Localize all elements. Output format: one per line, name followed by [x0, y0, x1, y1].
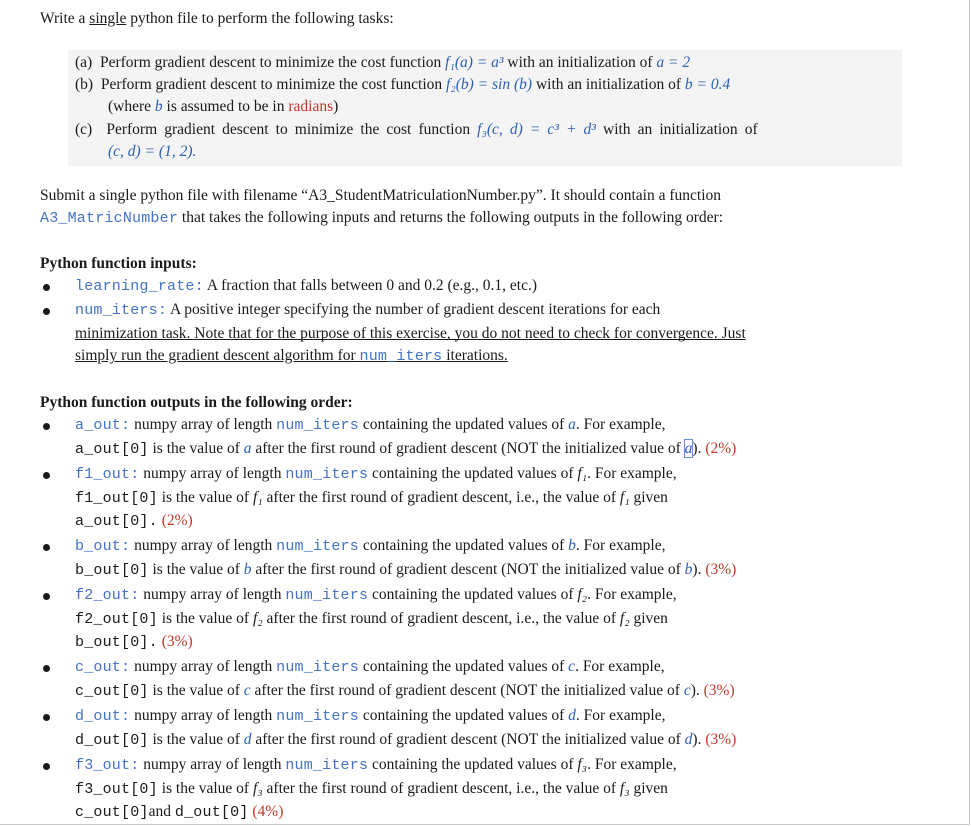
c-out-idx: c_out[0]: [75, 683, 149, 700]
given2-text: given: [633, 780, 668, 797]
var-f1: f₁: [252, 489, 263, 506]
output-f2-line2: [75, 609, 668, 630]
var-f2: f₂: [577, 586, 588, 603]
num-iters-ref: num_iters: [285, 587, 369, 604]
output-a-line1: a_out: numpy array of length num_iters containing the updated values of a. For example,: [75, 416, 666, 434]
f1-out-code: f1_out:: [75, 466, 140, 483]
task-c-label: (c): [75, 121, 93, 138]
task-b-init: b = 0.4: [684, 76, 731, 93]
containing-text: containing the updated values of: [372, 465, 574, 482]
outputs-heading: Python function outputs in the following order:: [40, 394, 353, 411]
num-iters-line3-pre: simply run the gradient descent algorithm for: [75, 347, 360, 364]
f1-out-idx: f1_out[0]: [75, 490, 158, 507]
task-a-label: (a): [75, 54, 93, 71]
given-text: after the first round of gradient descent, i.e., the value of: [266, 489, 617, 506]
c-out-code: c_out:: [75, 659, 131, 676]
is-value-text: is the value of: [152, 731, 240, 748]
containing-text: containing the updated values of: [362, 416, 565, 433]
after-text: after the first round of gradient descent: [255, 561, 498, 578]
f1-out-pct: (2%): [161, 512, 193, 529]
num-iters-ref: num_iters: [276, 708, 359, 725]
output-d-line2: d_out[0] is the value of d after the first round of gradient descent (NOT the initialized value of d). (3%): [75, 731, 737, 749]
task-c-line2: [108, 142, 196, 162]
var-d: d: [243, 731, 252, 748]
task-b: [75, 75, 730, 95]
example-text: For example,: [583, 707, 666, 724]
bullet: [43, 423, 50, 430]
f2-out-idx: f2_out[0]: [75, 611, 158, 628]
b-out-pct: (3%): [705, 561, 737, 578]
not-init-text: (NOT the initialized value of: [501, 731, 681, 748]
output-b-line2: b_out[0] is the value of b after the first round of gradient descent (NOT the initialized value of b). (3%): [75, 561, 737, 579]
given-text: after the first round of gradient descent, i.e., the value of: [266, 610, 617, 627]
example-text: For example,: [594, 586, 677, 603]
after-text: after the first round of gradient descent: [255, 731, 498, 748]
containing-text: containing the updated values of: [362, 537, 565, 554]
bullet: [43, 544, 50, 551]
given-text: after the first round of gradient descent, i.e., the value of: [266, 780, 617, 797]
var-a-cursor: a: [684, 440, 693, 457]
containing-text: containing the updated values of: [372, 756, 574, 773]
output-f3-line1: f3_out: numpy array of length num_iters containing the updated values of f₃. For example,: [75, 756, 677, 774]
d-out-pct: (3%): [705, 731, 737, 748]
arr-text: numpy array of length: [143, 465, 282, 482]
example-text: For example,: [583, 537, 666, 554]
num-iters-ref: num_iters: [285, 757, 369, 774]
given2-text: given: [633, 610, 668, 627]
task-a-function: f₁(a) = a³: [445, 54, 504, 71]
num-iters-line2-text: minimization task. Note that for the purpose of this exercise, you do not need to check for convergence. Just: [75, 325, 746, 342]
output-f2-line3: [75, 632, 193, 653]
bullet: [43, 472, 50, 479]
bullet: [43, 284, 50, 291]
c-out-pct: (3%): [703, 682, 735, 699]
var-f3: f₃: [619, 780, 630, 797]
learning-rate-text: A fraction that falls between 0 and 0.2 (e.g., 0.1, etc.): [206, 277, 537, 294]
learning-rate-code: learning_rate:: [75, 278, 204, 295]
task-b-line2-pre: (where: [108, 98, 152, 115]
task-a-mid: with an initialization of: [507, 54, 653, 71]
and-text: and: [148, 803, 172, 820]
f1-given-ref: a_out[0].: [75, 513, 158, 530]
b-out-idx: b_out[0]: [75, 562, 149, 579]
var-f1: f₁: [619, 489, 630, 506]
output-b-line1: b_out: numpy array of length num_iters containing the updated values of b. For example,: [75, 537, 666, 555]
f2-given-ref: b_out[0].: [75, 634, 158, 651]
example-text: For example,: [594, 756, 677, 773]
intro-line: [40, 9, 394, 29]
task-a-init: a = 2: [656, 54, 691, 71]
output-a-line2: a_out[0] is the value of a after the first round of gradient descent (NOT the initialized value of a). (2%): [75, 440, 737, 458]
var-b: b: [684, 561, 693, 578]
var-b: b: [568, 537, 576, 554]
example-text: For example,: [582, 658, 665, 675]
input-learning-rate: [75, 276, 537, 297]
output-f3-line2: [75, 779, 668, 800]
num-iters-text: A positive integer specifying the number of gradient descent iterations for each: [170, 301, 661, 318]
not-init-text: (NOT the initialized value of: [500, 682, 680, 699]
intro-underlined: single: [89, 10, 127, 27]
task-b-mid: with an initialization of: [535, 76, 682, 93]
arr-text: numpy array of length: [143, 586, 282, 603]
task-c-text: Perform gradient descent to minimize the cost function: [106, 121, 471, 138]
is-value-text: is the value of: [161, 780, 250, 797]
b-out-code: b_out:: [75, 538, 131, 555]
var-c: c: [243, 682, 251, 699]
task-b-line2-var: b: [154, 98, 163, 115]
num-iters-line2: [75, 324, 746, 344]
input-num-iters: [75, 300, 660, 321]
num-iters-line3-code: num_iters: [359, 348, 443, 365]
arr-text: numpy array of length: [143, 756, 282, 773]
output-f3-line3: [75, 802, 283, 823]
task-a: [75, 53, 690, 73]
submit-line2: [40, 208, 723, 229]
var-f2: f₂: [619, 610, 630, 627]
example-text: For example,: [594, 465, 677, 482]
output-f1-line2: [75, 488, 668, 509]
d-out-code: d_out:: [75, 708, 131, 725]
f3-out-code: f3_out:: [75, 757, 140, 774]
output-f1-line1: f1_out: numpy array of length num_iters containing the updated values of f₁. For example,: [75, 465, 677, 483]
f2-out-code: f2_out:: [75, 587, 140, 604]
task-b-line2: [108, 97, 338, 117]
intro-pre: Write a: [40, 10, 90, 27]
output-d-line1: d_out: numpy array of length num_iters containing the updated values of d. For example,: [75, 707, 666, 725]
inputs-heading: Python function inputs:: [40, 255, 197, 272]
var-f1: f₁: [577, 465, 588, 482]
containing-text: containing the updated values of: [362, 658, 565, 675]
task-c: [75, 120, 758, 140]
num-iters-ref: num_iters: [276, 417, 359, 434]
task-b-radians: radians: [288, 98, 334, 115]
is-value-text: is the value of: [152, 561, 240, 578]
f2-out-pct: (3%): [161, 633, 193, 650]
task-c-mid: with an initialization of: [603, 121, 758, 138]
var-d: d: [568, 707, 576, 724]
a-out-idx: a_out[0]: [75, 441, 149, 458]
after-text: after the first round of gradient descent: [254, 682, 497, 699]
arr-text: numpy array of length: [134, 416, 273, 433]
task-c-function: f₃(c, d) = c³ + d³: [477, 121, 596, 138]
var-a: a: [243, 440, 252, 457]
given2-text: given: [633, 489, 668, 506]
var-a: a: [568, 416, 576, 433]
f3-out-pct: (4%): [252, 803, 284, 820]
not-init-text: (NOT the initialized value of: [501, 561, 681, 578]
not-init-text: (NOT the initialized value of: [501, 440, 681, 457]
after-text: after the first round of gradient descent: [255, 440, 498, 457]
bullet: [43, 665, 50, 672]
example-text: For example,: [583, 416, 666, 433]
is-value-text: is the value of: [161, 489, 250, 506]
num-iters-ref: num_iters: [285, 466, 369, 483]
output-f1-line3: [75, 511, 193, 532]
submit-line2-post: that takes the following inputs and returns the following outputs in the following order:: [178, 209, 724, 226]
bullet: [43, 308, 50, 315]
a-out-pct: (2%): [705, 440, 737, 457]
d-out-idx: d_out[0]: [75, 732, 149, 749]
num-iters-line3: [75, 346, 508, 367]
var-d: d: [684, 731, 693, 748]
var-b: b: [243, 561, 252, 578]
var-f3: f₃: [252, 780, 263, 797]
task-a-text: Perform gradient descent to minimize the cost function: [99, 54, 442, 71]
var-f3: f₃: [577, 756, 588, 773]
var-f2: f₂: [252, 610, 263, 627]
arr-text: numpy array of length: [134, 658, 273, 675]
num-iters-line3-post: iterations.: [442, 347, 508, 364]
output-f2-line1: f2_out: numpy array of length num_iters containing the updated values of f₂. For example,: [75, 586, 677, 604]
bullet: [43, 593, 50, 600]
task-c-init: (c, d) = (1, 2).: [108, 143, 197, 160]
num-iters-code: num_iters:: [75, 302, 168, 319]
is-value-text: is the value of: [152, 682, 240, 699]
num-iters-ref: num_iters: [276, 659, 359, 676]
a-out-code: a_out:: [75, 417, 131, 434]
arr-text: numpy array of length: [134, 537, 273, 554]
is-value-text: is the value of: [152, 440, 240, 457]
f3-given-ref-d: d_out[0]: [174, 804, 249, 821]
task-b-text: Perform gradient descent to minimize the cost function: [100, 76, 443, 93]
output-c-line1: c_out: numpy array of length num_iters containing the updated values of c. For example,: [75, 658, 665, 676]
var-c: c: [683, 682, 691, 699]
arr-text: numpy array of length: [134, 707, 273, 724]
var-c: c: [568, 658, 576, 675]
output-c-line2: c_out[0] is the value of c after the first round of gradient descent (NOT the initialized value of c). (3%): [75, 682, 735, 700]
bullet: [43, 714, 50, 721]
containing-text: containing the updated values of: [372, 586, 574, 603]
task-b-function: f₂(b) = sin (b): [446, 76, 533, 93]
num-iters-ref: num_iters: [276, 538, 359, 555]
intro-post: python file to perform the following tasks:: [126, 10, 394, 27]
task-b-line2-post: ): [333, 98, 339, 115]
task-b-line2-mid: is assumed to be in: [166, 98, 285, 115]
submit-line1: Submit a single python file with filename “A3_StudentMatriculationNumber.py”. It should contain a function: [40, 187, 722, 204]
function-name: A3_MatricNumber: [40, 210, 179, 227]
is-value-text: is the value of: [161, 610, 250, 627]
bullet: [43, 763, 50, 770]
task-b-label: (b): [75, 76, 94, 93]
f3-given-ref-c: c_out[0]: [75, 804, 149, 821]
f3-out-idx: f3_out[0]: [75, 781, 158, 798]
containing-text: containing the updated values of: [362, 707, 565, 724]
